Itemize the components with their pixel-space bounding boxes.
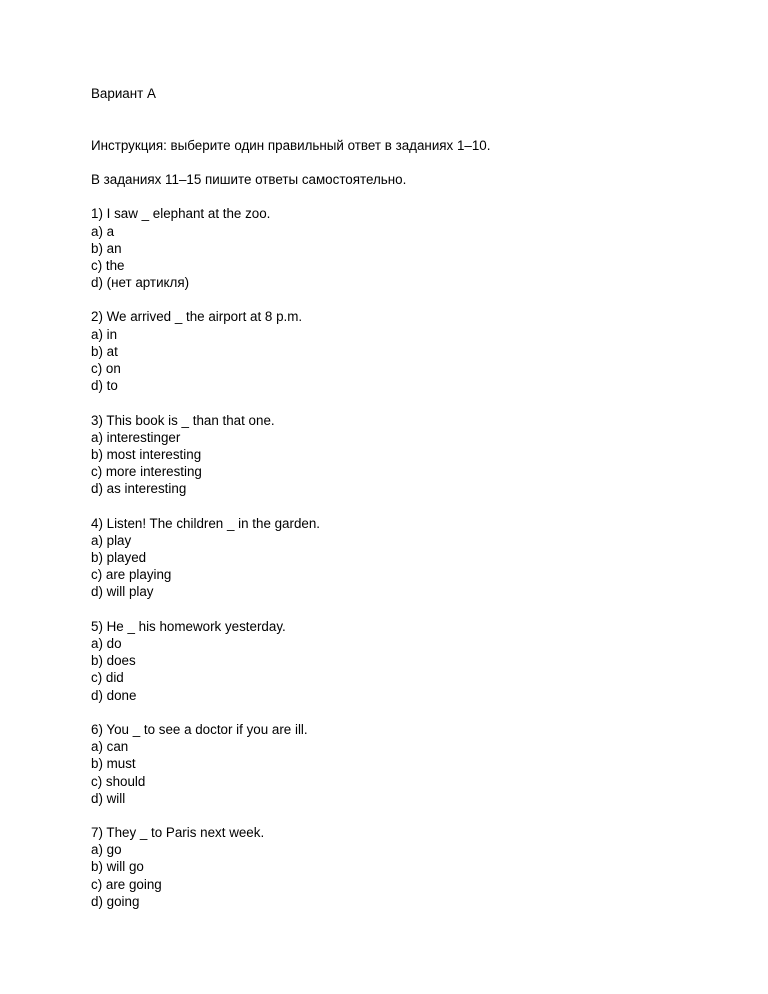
question-7: [91, 824, 711, 910]
answer-option: b) at: [91, 343, 118, 359]
answer-option: a) go: [91, 842, 122, 858]
answer-option: b) will go: [91, 859, 144, 875]
answer-option: d) as interesting: [91, 481, 187, 497]
answer-option: c) did: [91, 670, 124, 686]
question-prompt: 5) He _ his homework yesterday.: [91, 618, 286, 634]
question-prompt: 3) This book is _ than that one.: [91, 412, 275, 428]
question-3: [91, 412, 711, 498]
answer-option: d) will: [91, 790, 126, 806]
answer-option: c) are playing: [91, 567, 172, 583]
answer-option: b) played: [91, 550, 147, 566]
document-page: [91, 85, 711, 927]
answer-option: c) on: [91, 361, 121, 377]
question-prompt: 7) They _ to Paris next week.: [91, 825, 265, 841]
instruction-text: Инструкция: выберите один правильный ответ в заданиях 1–10.: [91, 137, 491, 153]
question-6: [91, 721, 711, 807]
answer-option: b) an: [91, 240, 122, 256]
answer-option: a) a: [91, 223, 115, 239]
answer-option: d) going: [91, 893, 140, 909]
question-1: [91, 205, 711, 291]
question-2: [91, 308, 711, 394]
answer-option: b) does: [91, 653, 136, 669]
answer-option: d) will play: [91, 584, 154, 600]
instruction-text-open-answers: В заданиях 11–15 пишите ответы самостоятельно.: [91, 171, 407, 187]
question-prompt: 4) Listen! The children _ in the garden.: [91, 515, 321, 531]
question-4: [91, 515, 711, 601]
question-prompt: 6) You _ to see a doctor if you are ill.: [91, 721, 308, 737]
variant-title: Вариант А: [91, 86, 156, 101]
question-prompt: 1) I saw _ elephant at the zoo.: [91, 206, 271, 222]
question-5: [91, 618, 711, 704]
answer-option: a) can: [91, 739, 129, 755]
answer-option: d) (нет артикля): [91, 275, 190, 291]
answer-option: c) more interesting: [91, 464, 202, 480]
answer-option: a) do: [91, 636, 122, 652]
answer-option: c) should: [91, 773, 146, 789]
answer-option: a) in: [91, 326, 118, 342]
answer-option: c) are going: [91, 876, 162, 892]
answer-option: d) done: [91, 687, 137, 703]
answer-option: a) play: [91, 532, 132, 548]
answer-option: b) most interesting: [91, 446, 202, 462]
answer-option: d) to: [91, 378, 118, 394]
answer-option: b) must: [91, 756, 136, 772]
answer-option: c) the: [91, 257, 125, 273]
answer-option: a) interestinger: [91, 429, 181, 445]
question-prompt: 2) We arrived _ the airport at 8 p.m.: [91, 309, 303, 325]
